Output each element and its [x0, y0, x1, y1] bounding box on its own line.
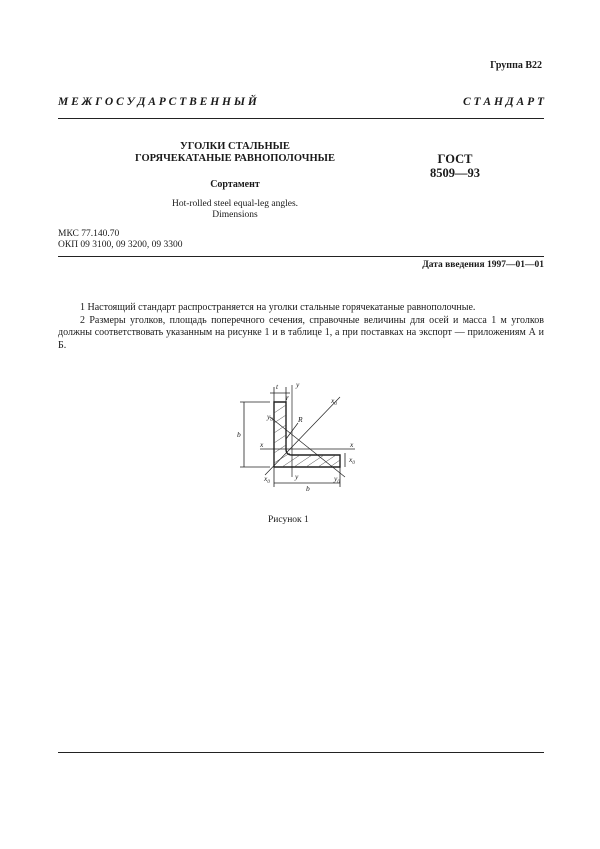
gost-code: 8509—93 [430, 166, 480, 180]
label-x-right: x [350, 440, 354, 449]
english-title-line-2: Dimensions [212, 210, 258, 220]
paragraph-1: 1 Настоящий стандарт распространяется на уголки стальные горячекатаные равнополочные. [80, 302, 476, 313]
angle-section-figure [230, 377, 380, 495]
title-line-1: УГОЛКИ СТАЛЬНЫЕ [180, 141, 290, 152]
label-b-vertical: b [237, 430, 241, 439]
label-R: R [298, 415, 303, 424]
label-b-horizontal: b [306, 484, 310, 493]
standard-type-banner [58, 96, 544, 108]
banner-word-standard: С Т А Н Д А Р Т [462, 96, 544, 108]
gost-number [430, 152, 480, 180]
label-y0-left: $y_0$ [267, 412, 273, 423]
figure-caption: Рисунок 1 [268, 515, 309, 525]
document-subtitle: Сортамент [210, 179, 260, 190]
footer-rule [58, 752, 544, 753]
introduction-date: Дата введения 1997—01—01 [422, 260, 544, 270]
codes-rule [58, 256, 544, 257]
group-code: Группа В22 [490, 60, 542, 71]
title-line-2: ГОРЯЧЕКАТАНЫЕ РАВНОПОЛОЧНЫЕ [135, 153, 335, 164]
label-x-left: x [260, 440, 264, 449]
label-x0-bottom: $x_0$ [264, 474, 270, 485]
label-r: r [286, 393, 289, 402]
header-rule [58, 118, 544, 119]
label-x0-top: $x_0$ [331, 396, 337, 407]
label-y-top: y [296, 380, 300, 389]
paragraph-2: 2 Размеры уголков, площадь поперечного сечения, справочные величины для осей и масса 1 м уголков должны соответствовать указанным на рисунке 1 и в таблице 1, а при поставках на экспорт — приложениям А и Б. [58, 314, 544, 351]
angle-profile [274, 402, 340, 467]
label-y0-bottom: $y_0$ [334, 474, 340, 485]
banner-word-interstate: М Е Ж Г О С У Д А Р С Т В Е Н Н Ы Й [58, 96, 257, 108]
document-title [130, 141, 340, 165]
classification-codes [58, 229, 183, 251]
gost-label: ГОСТ [437, 152, 473, 166]
body-text [58, 302, 544, 352]
label-y-bottom: y [295, 472, 299, 481]
english-title-line-1: Hot-rolled steel equal-leg angles. [171, 199, 299, 209]
english-title [130, 199, 340, 221]
label-x0-right: $x_0$ [349, 455, 355, 466]
mks-code: МКС 77.140.70 [58, 229, 120, 239]
okp-code: ОКП 09 3100, 09 3200, 09 3300 [58, 240, 183, 250]
label-t: t [276, 382, 279, 391]
